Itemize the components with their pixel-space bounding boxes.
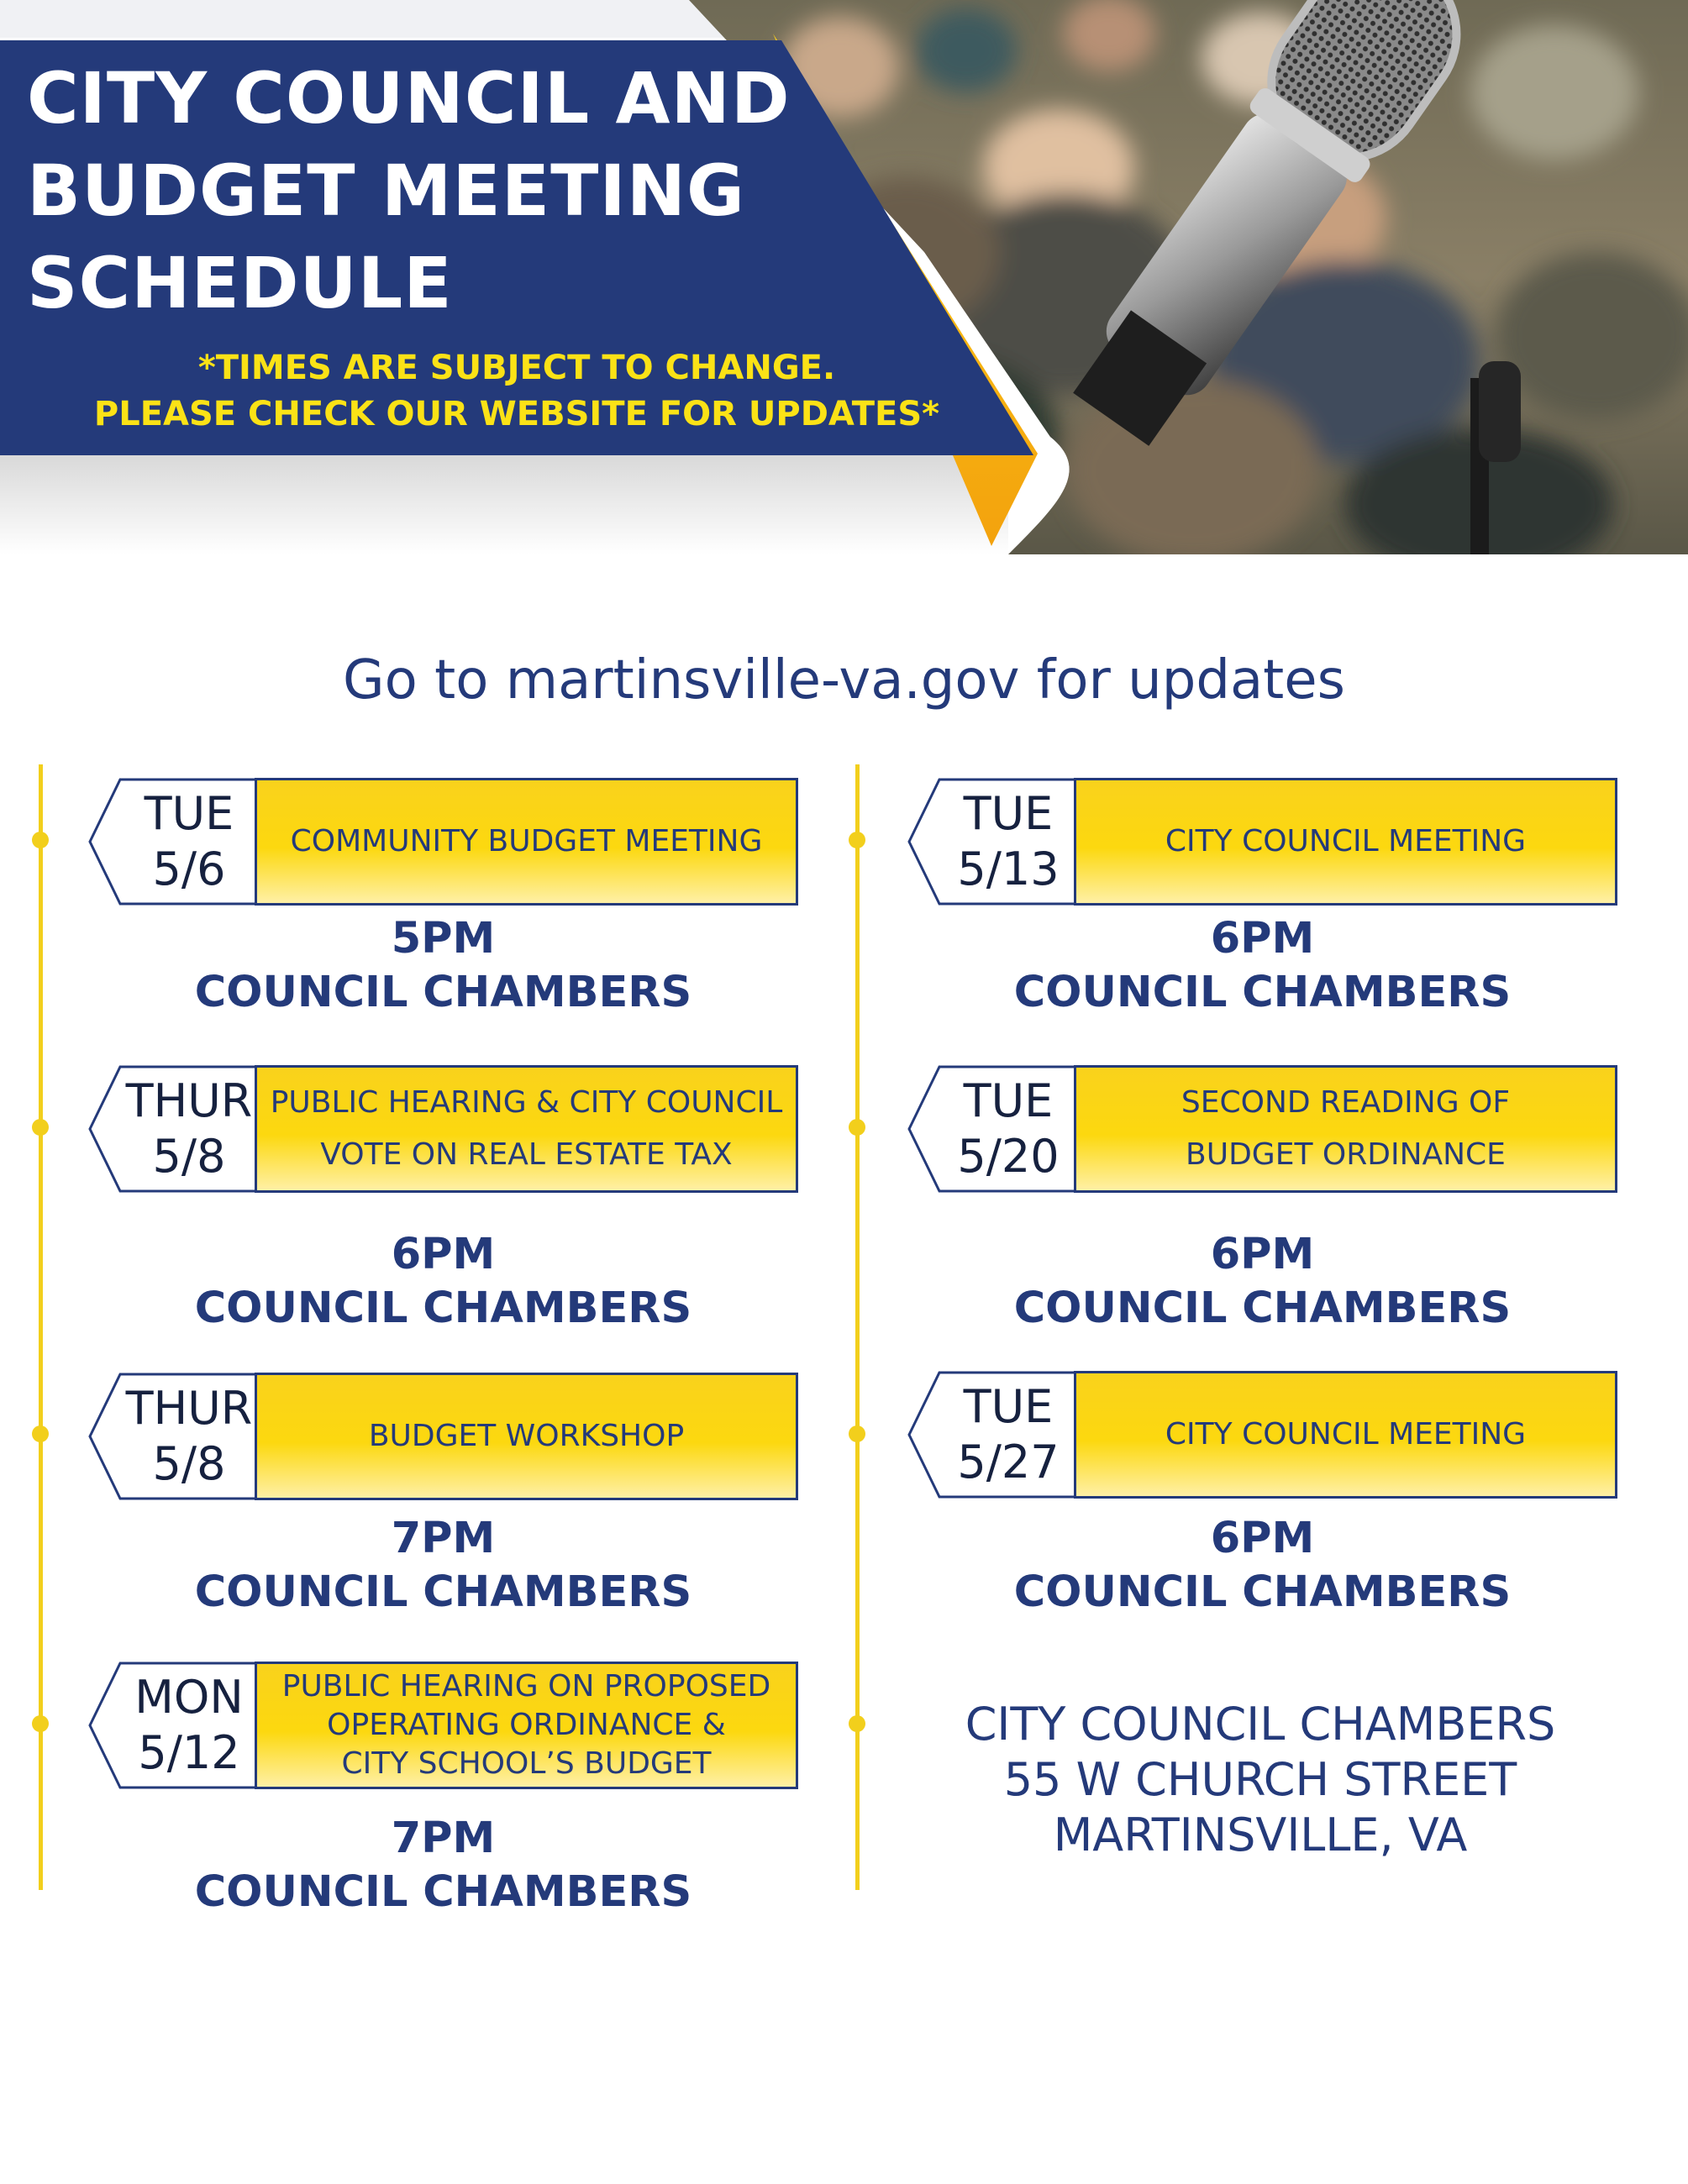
meeting-location: COUNCIL CHAMBERS xyxy=(1013,968,1512,1017)
timeline-dot xyxy=(32,1425,49,1442)
meeting-card xyxy=(88,1373,798,1500)
notice-line-1: *TIMES ARE SUBJECT TO CHANGE. xyxy=(197,349,836,387)
meeting-location: COUNCIL CHAMBERS xyxy=(194,1284,692,1333)
meeting-details xyxy=(88,1228,798,1336)
meeting-card xyxy=(88,1662,798,1789)
meeting-date: 5/6 xyxy=(152,843,226,895)
meeting-time: 6PM xyxy=(1210,1514,1315,1563)
meeting-time: 7PM xyxy=(391,1514,496,1563)
meeting-day: THUR xyxy=(125,1074,253,1127)
meeting-title xyxy=(255,1065,798,1193)
meeting-day: THUR xyxy=(125,1382,253,1435)
meeting-title-line: COMMUNITY BUDGET MEETING xyxy=(290,824,763,858)
meeting-date: 5/27 xyxy=(957,1436,1060,1488)
meeting-time: 6PM xyxy=(1210,1230,1315,1279)
meeting-date: 5/20 xyxy=(957,1130,1060,1183)
page-title-line-1: CITY COUNCIL AND xyxy=(27,57,791,139)
meeting-card xyxy=(88,778,798,906)
meeting-details xyxy=(88,1512,798,1620)
timeline-dot xyxy=(849,1119,865,1136)
meeting-details xyxy=(907,912,1617,1020)
meeting-location: COUNCIL CHAMBERS xyxy=(194,1567,692,1617)
meeting-title-line: SECOND READING OF xyxy=(1181,1085,1511,1120)
timeline-dot xyxy=(32,832,49,848)
meeting-title xyxy=(1074,1371,1617,1499)
meeting-title-line: VOTE ON REAL ESTATE TAX xyxy=(320,1137,733,1172)
meeting-location: COUNCIL CHAMBERS xyxy=(1013,1567,1512,1617)
meeting-date: 5/13 xyxy=(957,843,1060,895)
meeting-title-line: CITY COUNCIL MEETING xyxy=(1165,824,1527,858)
meeting-day: TUE xyxy=(963,1074,1054,1127)
meeting-title-line: PUBLIC HEARING & CITY COUNCIL xyxy=(270,1085,783,1120)
meeting-card xyxy=(907,1065,1617,1193)
meeting-day: TUE xyxy=(144,787,234,840)
meeting-location: COUNCIL CHAMBERS xyxy=(194,1867,692,1917)
meeting-details xyxy=(907,1512,1617,1620)
meeting-card xyxy=(907,1371,1617,1499)
meeting-title xyxy=(1074,778,1617,906)
meeting-details xyxy=(88,1812,798,1919)
meeting-location: COUNCIL CHAMBERS xyxy=(1013,1284,1512,1333)
page-title-line-3: SCHEDULE xyxy=(27,242,453,324)
venue-address xyxy=(891,1697,1630,1863)
timeline-dot xyxy=(849,1425,865,1442)
meeting-title-line: BUDGET ORDINANCE xyxy=(1186,1137,1506,1172)
meeting-details xyxy=(88,912,798,1020)
meeting-title-line: CITY COUNCIL MEETING xyxy=(1165,1417,1527,1452)
address-line: MARTINSVILLE, VA xyxy=(1053,1809,1468,1861)
meeting-card xyxy=(88,1065,798,1193)
meeting-date: 5/8 xyxy=(152,1130,226,1183)
meeting-day: MON xyxy=(134,1671,244,1724)
meeting-title xyxy=(255,778,798,906)
meeting-time: 5PM xyxy=(391,914,496,963)
timeline-dot xyxy=(32,1715,49,1732)
meeting-time: 6PM xyxy=(1210,914,1315,963)
meeting-date: 5/12 xyxy=(138,1726,240,1779)
meeting-time: 6PM xyxy=(391,1230,496,1279)
notice-line-2: PLEASE CHECK OUR WEBSITE FOR UPDATES* xyxy=(93,395,940,433)
meeting-location: COUNCIL CHAMBERS xyxy=(194,968,692,1017)
meeting-date: 5/8 xyxy=(152,1437,226,1490)
meeting-day: TUE xyxy=(963,1380,1054,1433)
meeting-title xyxy=(255,1662,798,1789)
header-banner xyxy=(0,0,1688,554)
website-notice: Go to martinsville-va.gov for updates xyxy=(343,649,1345,711)
timeline-dot xyxy=(849,1715,865,1732)
meeting-title xyxy=(1074,1065,1617,1193)
meeting-day: TUE xyxy=(963,787,1054,840)
meeting-title xyxy=(255,1373,798,1500)
timeline-dot xyxy=(849,832,865,848)
address-line: CITY COUNCIL CHAMBERS xyxy=(965,1698,1556,1751)
meeting-title-line: PUBLIC HEARING ON PROPOSED xyxy=(281,1669,771,1704)
meeting-title-line: BUDGET WORKSHOP xyxy=(368,1419,685,1453)
meeting-title-line: OPERATING ORDINANCE & xyxy=(327,1708,726,1742)
meeting-time: 7PM xyxy=(391,1814,496,1863)
meeting-details xyxy=(907,1228,1617,1336)
meeting-title-line: CITY SCHOOL’S BUDGET xyxy=(341,1746,712,1781)
page-title-line-2: BUDGET MEETING xyxy=(27,150,745,232)
timeline-dot xyxy=(32,1119,49,1136)
meeting-card xyxy=(907,778,1617,906)
address-line: 55 W CHURCH STREET xyxy=(1003,1753,1517,1806)
